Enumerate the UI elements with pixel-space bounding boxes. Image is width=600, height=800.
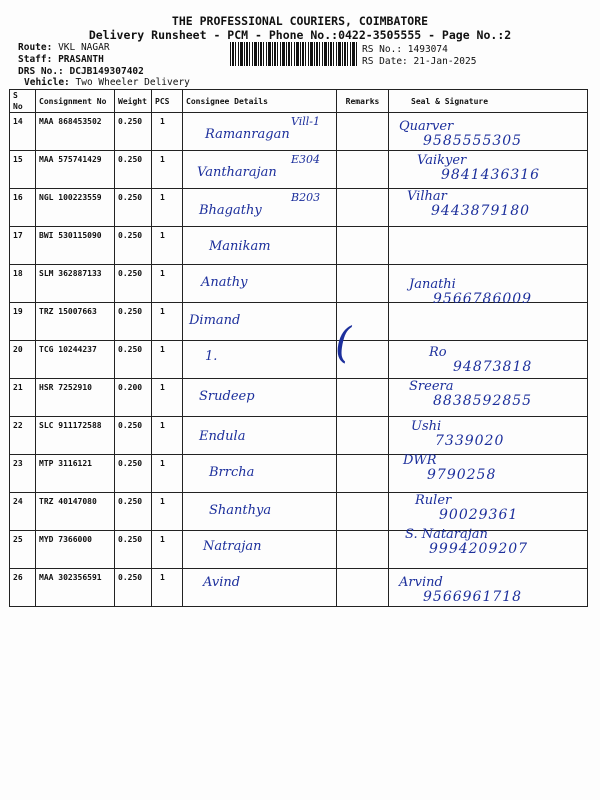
cell-signature <box>389 303 588 341</box>
col-header-consignee: Consignee Details <box>183 90 337 113</box>
drs-value: DCJB149307402 <box>69 66 144 77</box>
cell-signature <box>389 113 588 151</box>
runsheet-table <box>9 89 588 607</box>
cell-remarks <box>337 455 389 493</box>
handwritten-consignee-name: Brrcha <box>209 465 255 480</box>
cell-signature <box>389 527 588 569</box>
cell-consignee <box>183 303 337 341</box>
cell-remarks <box>337 417 389 455</box>
cell-weight: 0.250 <box>115 493 152 531</box>
cell-consignee <box>183 493 337 531</box>
cell-pcs: 1 <box>152 265 183 303</box>
col-header-weight: Weight <box>115 90 152 113</box>
handwritten-consignee-name: Dimand <box>189 313 241 328</box>
handwritten-signature: Ushi <box>411 419 442 434</box>
cell-remarks <box>337 379 389 417</box>
cell-weight: 0.250 <box>115 303 152 341</box>
route-line <box>18 42 110 53</box>
table-header-row <box>10 90 588 113</box>
handwritten-phone-number: 9566961718 <box>423 589 523 605</box>
col-header-sno: S No <box>10 90 36 113</box>
cell-remarks <box>337 493 389 531</box>
cell-sno: 26 <box>10 569 36 607</box>
handwritten-signature: Vaikyer <box>417 153 467 168</box>
cell-signature <box>389 341 588 379</box>
cell-signature <box>389 417 588 455</box>
col-header-pcs: PCS <box>152 90 183 113</box>
handwritten-consignee-name: Shanthya <box>209 503 272 518</box>
company-title: THE PROFESSIONAL COURIERS, COIMBATORE <box>171 14 429 28</box>
handwritten-flat-number: Vill-1 <box>291 115 321 128</box>
table-row <box>10 569 588 607</box>
cell-weight: 0.250 <box>115 341 152 379</box>
table-row <box>10 303 588 341</box>
cell-remarks <box>337 569 389 607</box>
cell-weight: 0.250 <box>115 151 152 189</box>
cell-pcs: 1 <box>152 341 183 379</box>
cell-consignment-no: BWI 530115090 <box>36 227 115 265</box>
handwritten-phone-number: 9585555305 <box>423 133 523 149</box>
cell-signature <box>389 227 588 265</box>
cell-signature <box>389 569 588 607</box>
handwritten-phone-number: 90029361 <box>439 507 519 523</box>
runsheet-subtitle: Delivery Runsheet - PCM - Phone No.:0422-3505555 - Page No.:2 <box>88 28 512 42</box>
cell-pcs: 1 <box>152 417 183 455</box>
barcode-image <box>230 42 358 66</box>
cell-pcs: 1 <box>152 531 183 569</box>
cell-pcs: 1 <box>152 569 183 607</box>
cell-signature <box>389 189 588 227</box>
handwritten-signature: Ro <box>429 345 447 360</box>
handwritten-signature: Ruler <box>415 493 452 508</box>
cell-weight: 0.250 <box>115 265 152 303</box>
vehicle-line <box>24 77 190 88</box>
cell-signature <box>389 455 588 493</box>
handwritten-phone-number: 8838592855 <box>433 393 533 409</box>
handwritten-consignee-name: 1. <box>205 349 218 364</box>
cell-consignee <box>183 113 337 151</box>
cell-consignment-no: MYD 7366000 <box>36 531 115 569</box>
handwritten-phone-number: 7339020 <box>435 433 505 449</box>
drs-line <box>18 66 144 77</box>
cell-sno: 15 <box>10 151 36 189</box>
table-row <box>10 265 588 303</box>
staff-label: Staff: <box>18 54 53 65</box>
cell-consignee <box>183 379 337 417</box>
cell-consignment-no: MTP 3116121 <box>36 455 115 493</box>
rs-date-label: RS Date: <box>362 56 408 67</box>
rs-date-line <box>362 56 476 67</box>
handwritten-consignee-name: Bhagathy <box>199 203 262 218</box>
cell-consignment-no: MAA 868453502 <box>36 113 115 151</box>
cell-consignment-no: TCG 10244237 <box>36 341 115 379</box>
handwritten-signature: DWR <box>403 453 437 468</box>
handwritten-phone-number: 9790258 <box>427 467 497 483</box>
cell-consignment-no: TRZ 15007663 <box>36 303 115 341</box>
cell-remarks <box>337 151 389 189</box>
cell-sno: 17 <box>10 227 36 265</box>
handwritten-consignee-name: Vantharajan <box>197 165 277 180</box>
handwritten-signature: Janathi <box>409 277 456 292</box>
vehicle-label: Vehicle: <box>24 77 70 88</box>
handwritten-flat-number: E304 <box>291 153 321 166</box>
table-row <box>10 189 588 227</box>
cell-sno: 18 <box>10 265 36 303</box>
cell-weight: 0.250 <box>115 569 152 607</box>
cell-remarks <box>337 531 389 569</box>
cell-sno: 24 <box>10 493 36 531</box>
rs-no-line <box>362 44 448 55</box>
handwritten-signature: Quarver <box>399 119 454 134</box>
col-header-remarks: Remarks <box>337 90 389 113</box>
cell-consignee <box>183 227 337 265</box>
cell-consignee <box>183 189 337 227</box>
table-row <box>10 379 588 417</box>
cell-weight: 0.250 <box>115 417 152 455</box>
cell-consignment-no: SLM 362887133 <box>36 265 115 303</box>
handwritten-bracket-mark: ( <box>335 318 352 367</box>
cell-sno: 19 <box>10 303 36 341</box>
cell-consignee <box>183 455 337 493</box>
cell-pcs: 1 <box>152 455 183 493</box>
handwritten-phone-number: 9841436316 <box>441 167 541 183</box>
drs-label: DRS No.: <box>18 66 64 77</box>
handwritten-signature: Arvind <box>399 575 443 590</box>
cell-consignee <box>183 417 337 455</box>
handwritten-flat-number: B203 <box>291 191 321 204</box>
cell-consignment-no: MAA 575741429 <box>36 151 115 189</box>
table-row <box>10 151 588 189</box>
cell-pcs: 1 <box>152 189 183 227</box>
handwritten-consignee-name: Natrajan <box>203 539 262 554</box>
rs-no-value: 1493074 <box>407 44 448 55</box>
cell-consignment-no: HSR 7252910 <box>36 379 115 417</box>
vehicle-value: Two Wheeler Delivery <box>75 77 190 88</box>
cell-consignee <box>183 151 337 189</box>
table-row <box>10 113 588 151</box>
cell-remarks <box>337 113 389 151</box>
cell-sno: 16 <box>10 189 36 227</box>
cell-weight: 0.250 <box>115 113 152 151</box>
table-row <box>10 531 588 569</box>
table-row <box>10 455 588 493</box>
cell-consignee <box>183 341 337 379</box>
cell-sno: 25 <box>10 531 36 569</box>
handwritten-signature: Vilhar <box>407 189 447 204</box>
handwritten-signature: S. Natarajan <box>405 527 488 542</box>
cell-signature <box>389 493 588 531</box>
cell-sno: 22 <box>10 417 36 455</box>
handwritten-consignee-name: Manikam <box>209 239 271 254</box>
staff-line <box>18 54 104 65</box>
route-label: Route: <box>18 42 53 53</box>
cell-consignment-no: MAA 302356591 <box>36 569 115 607</box>
handwritten-phone-number: 9994209207 <box>429 541 529 557</box>
cell-weight: 0.250 <box>115 531 152 569</box>
cell-sno: 14 <box>10 113 36 151</box>
route-value: VKL NAGAR <box>58 42 110 53</box>
cell-pcs: 1 <box>152 379 183 417</box>
cell-weight: 0.250 <box>115 189 152 227</box>
cell-remarks <box>337 189 389 227</box>
cell-weight: 0.200 <box>115 379 152 417</box>
rs-date-value: 21-Jan-2025 <box>413 56 477 67</box>
col-header-consignment: Consignment No <box>36 90 115 113</box>
handwritten-phone-number: 94873818 <box>453 359 533 375</box>
cell-consignee <box>183 569 337 607</box>
cell-sno: 23 <box>10 455 36 493</box>
cell-pcs: 1 <box>152 227 183 265</box>
col-header-signature: Seal & Signature <box>389 90 588 113</box>
cell-consignment-no: TRZ 40147080 <box>36 493 115 531</box>
cell-remarks <box>337 227 389 265</box>
cell-consignment-no: SLC 911172588 <box>36 417 115 455</box>
cell-pcs: 1 <box>152 113 183 151</box>
rs-no-label: RS No.: <box>362 44 403 55</box>
cell-sno: 20 <box>10 341 36 379</box>
handwritten-consignee-name: Avind <box>203 575 241 590</box>
cell-pcs: 1 <box>152 493 183 531</box>
cell-pcs: 1 <box>152 303 183 341</box>
cell-signature <box>389 265 588 307</box>
cell-signature <box>389 379 588 417</box>
table-row <box>10 227 588 265</box>
cell-consignee <box>183 531 337 569</box>
table-row <box>10 493 588 531</box>
handwritten-signature: Sreera <box>409 379 454 394</box>
handwritten-phone-number: 9443879180 <box>431 203 531 219</box>
cell-weight: 0.250 <box>115 227 152 265</box>
staff-value: PRASANTH <box>58 54 104 65</box>
cell-remarks <box>337 265 389 303</box>
cell-consignee <box>183 265 337 303</box>
cell-weight: 0.250 <box>115 455 152 493</box>
handwritten-consignee-name: Anathy <box>201 275 248 290</box>
cell-pcs: 1 <box>152 151 183 189</box>
table-row <box>10 341 588 379</box>
handwritten-consignee-name: Srudeep <box>199 389 255 404</box>
table-row <box>10 417 588 455</box>
cell-sno: 21 <box>10 379 36 417</box>
cell-signature <box>389 151 588 189</box>
handwritten-consignee-name: Endula <box>199 429 246 444</box>
handwritten-consignee-name: Ramanragan <box>205 127 290 142</box>
handwritten-phone-number: 9566786009 <box>433 291 533 307</box>
cell-consignment-no: NGL 100223559 <box>36 189 115 227</box>
